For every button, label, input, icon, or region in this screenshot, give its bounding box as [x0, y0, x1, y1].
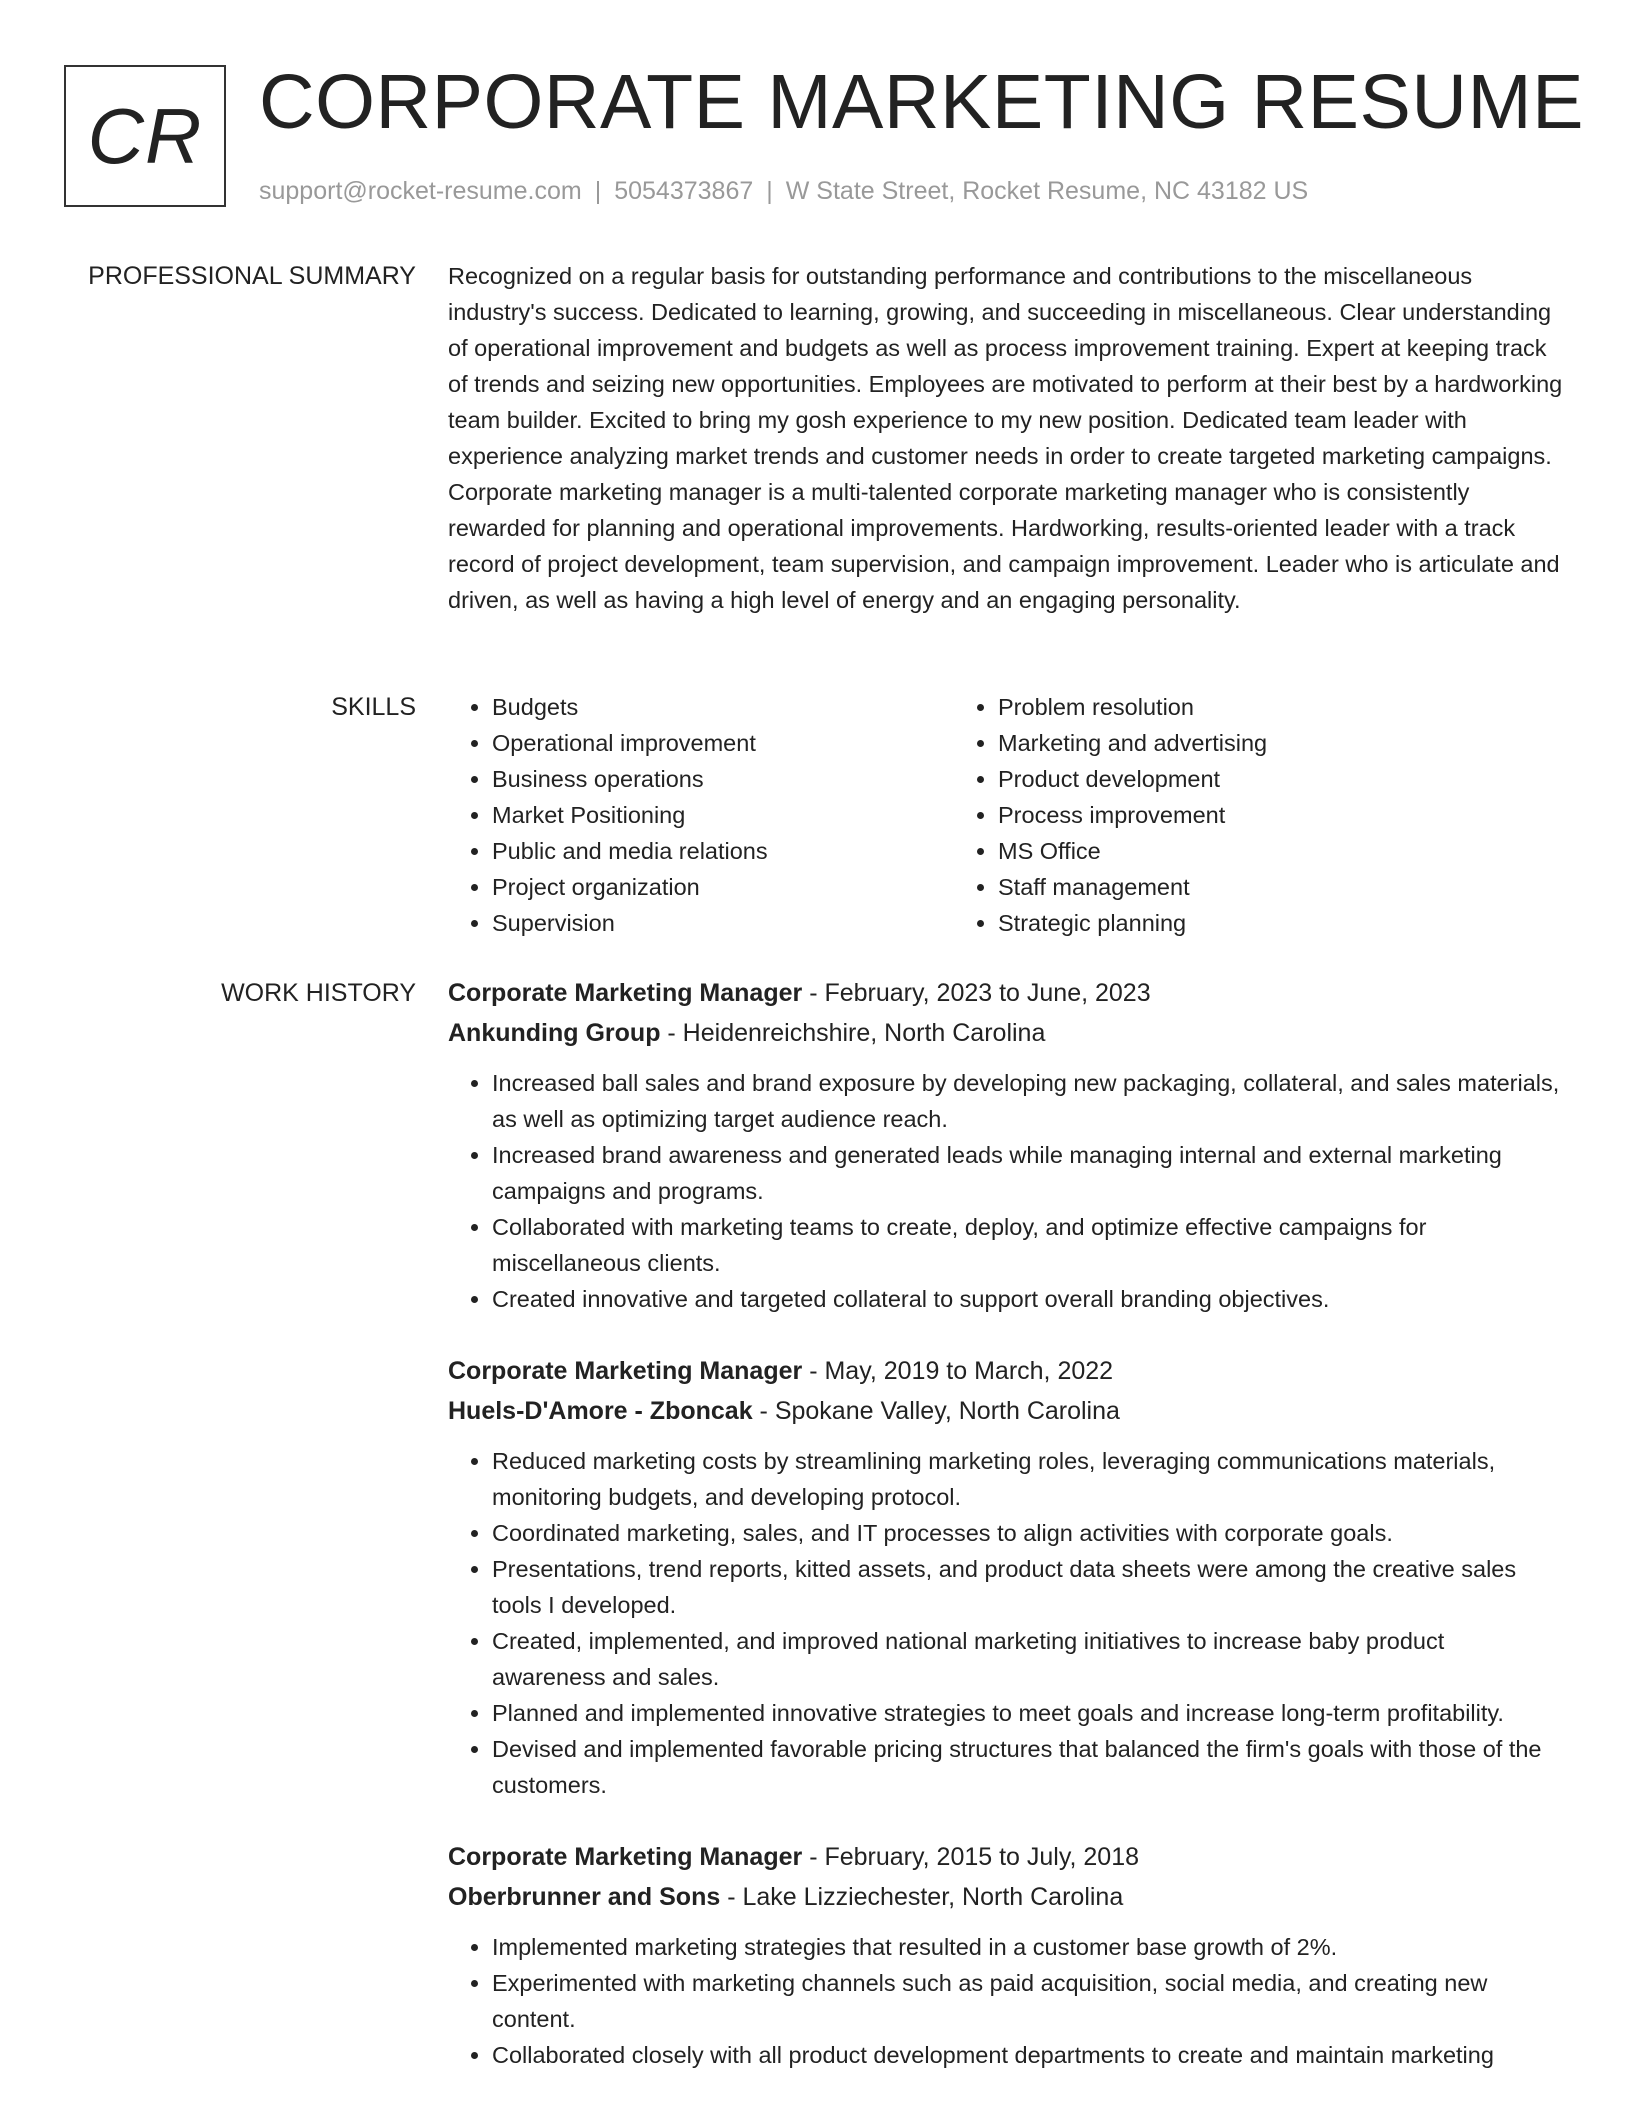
- contact-separator: |: [594, 177, 602, 205]
- skill-item: • Market Positioning: [492, 797, 954, 833]
- job-entry: [448, 973, 1563, 1317]
- summary-text: Recognized on a regular basis for outstanding performance and contributions to the miscellaneous industry's success. Dedicated to learning, growing, and succeeding in miscellaneous. Clear understanding of operational improvement and budgets as well as process improvement training. Expert at keeping track of trends and seizing new opportunities. Employees are motivated to perform at their best by a hardworking team builder. Excited to bring my gosh experience to my new position. Dedicated team leader with experience analyzing market trends and customer needs in order to create targeted marketing campaigns. Corporate marketing manager is a multi-talented corporate marketing manager who is consistently rewarded for planning and operational improvements. Hardworking, results-oriented leader with a track record of project development, team supervision, and campaign improvement. Leader who is articulate and driven, as well as having a high level of energy and an engaging personality.: [448, 263, 1563, 613]
- job-location: - Lake Lizziechester, North Carolina: [720, 1883, 1124, 1911]
- skill-item: • Problem resolution: [998, 689, 1514, 725]
- job-bullets: [448, 1929, 1563, 2073]
- job-bullet: • Presentations, trend reports, kitted assets, and product data sheets were among the creative sales tools I developed.: [492, 1551, 1563, 1623]
- skill-item: • Product development: [998, 761, 1514, 797]
- job-dates: - February, 2023 to June, 2023: [802, 979, 1151, 1007]
- contact-line: [259, 174, 1308, 208]
- skill-item: • Marketing and advertising: [998, 725, 1514, 761]
- contact-email: support@rocket-resume.com: [259, 177, 582, 205]
- job-company: Huels-D'Amore - Zboncak: [448, 1397, 753, 1425]
- job-location: - Spokane Valley, North Carolina: [752, 1397, 1120, 1425]
- job-role: Corporate Marketing Manager: [448, 979, 803, 1007]
- resume-title: CORPORATE MARKETING RESUME: [259, 59, 1584, 145]
- skill-item: • Strategic planning: [998, 905, 1514, 941]
- job-company-line: [448, 1013, 1563, 1053]
- skill-item: • Supervision: [492, 905, 954, 941]
- job-bullet: • Increased brand awareness and generated leads while managing internal and external marketing campaigns and programs.: [492, 1137, 1563, 1209]
- skill-item: • Process improvement: [998, 797, 1514, 833]
- job-bullet: • Created innovative and targeted collateral to support overall branding objectives.: [492, 1281, 1563, 1317]
- job-bullet: • Implemented marketing strategies that resulted in a customer base growth of 2%.: [492, 1929, 1563, 1965]
- skill-item: • Business operations: [492, 761, 954, 797]
- job-bullet: • Coordinated marketing, sales, and IT processes to align activities with corporate goals.: [492, 1515, 1563, 1551]
- summary-body: [448, 258, 1563, 618]
- job-bullet: • Increased ball sales and brand exposure by developing new packaging, collateral, and sales materials, as well as optimizing target audience reach.: [492, 1065, 1563, 1137]
- job-bullet: • Experimented with marketing channels such as paid acquisition, social media, and creating new content.: [492, 1965, 1563, 2037]
- job-bullet: • Created, implemented, and improved national marketing initiatives to increase baby product awareness and sales.: [492, 1623, 1563, 1695]
- job-location: - Heidenreichshire, North Carolina: [660, 1019, 1046, 1047]
- skill-item: • Budgets: [492, 689, 954, 725]
- job-role: Corporate Marketing Manager: [448, 1357, 803, 1385]
- job-entry: [448, 1837, 1563, 2073]
- job-bullets: [448, 1065, 1563, 1317]
- skill-item: • Staff management: [998, 869, 1514, 905]
- contact-separator: |: [766, 177, 773, 205]
- skill-item: • MS Office: [998, 833, 1514, 869]
- skills-list-right: [954, 689, 1514, 941]
- job-dates: - February, 2015 to July, 2018: [802, 1843, 1140, 1871]
- work-history-body: [448, 973, 1563, 2107]
- contact-address: W State Street, Rocket Resume, NC 43182 US: [785, 177, 1309, 205]
- job-dates: - May, 2019 to March, 2022: [802, 1357, 1114, 1385]
- job-bullet: • Collaborated closely with all product development departments to create and maintain marketing: [492, 2037, 1563, 2073]
- skill-item: • Operational improvement: [492, 725, 954, 761]
- job-entry: [448, 1351, 1563, 1803]
- summary-heading: PROFESSIONAL SUMMARY: [88, 262, 416, 290]
- work-history-heading: WORK HISTORY: [221, 979, 416, 1007]
- job-bullet: • Devised and implemented favorable pricing structures that balanced the firm's goals with those of the customers.: [492, 1731, 1563, 1803]
- job-bullet: • Planned and implemented innovative strategies to meet goals and increase long-term profitability.: [492, 1695, 1563, 1731]
- job-company: Ankunding Group: [448, 1019, 661, 1047]
- monogram-logo: CR: [64, 65, 226, 207]
- skills-list-left: [448, 689, 954, 941]
- job-title-line: [448, 973, 1563, 1013]
- skill-item: • Public and media relations: [492, 833, 954, 869]
- skill-item: • Project organization: [492, 869, 954, 905]
- job-bullet: • Reduced marketing costs by streamlining marketing roles, leveraging communications materials, monitoring budgets, and developing protocol.: [492, 1443, 1563, 1515]
- skills-heading: SKILLS: [331, 693, 416, 721]
- skills-columns: [448, 689, 1563, 941]
- job-title-line: [448, 1351, 1563, 1391]
- job-company-line: [448, 1877, 1563, 1917]
- job-company: Oberbrunner and Sons: [448, 1883, 721, 1911]
- skills-body: [448, 689, 1563, 941]
- job-role: Corporate Marketing Manager: [448, 1843, 803, 1871]
- job-title-line: [448, 1837, 1563, 1877]
- job-company-line: [448, 1391, 1563, 1431]
- job-bullets: [448, 1443, 1563, 1803]
- contact-phone: 5054373867: [614, 177, 754, 205]
- job-bullet: • Collaborated with marketing teams to create, deploy, and optimize effective campaigns for miscellaneous clients.: [492, 1209, 1563, 1281]
